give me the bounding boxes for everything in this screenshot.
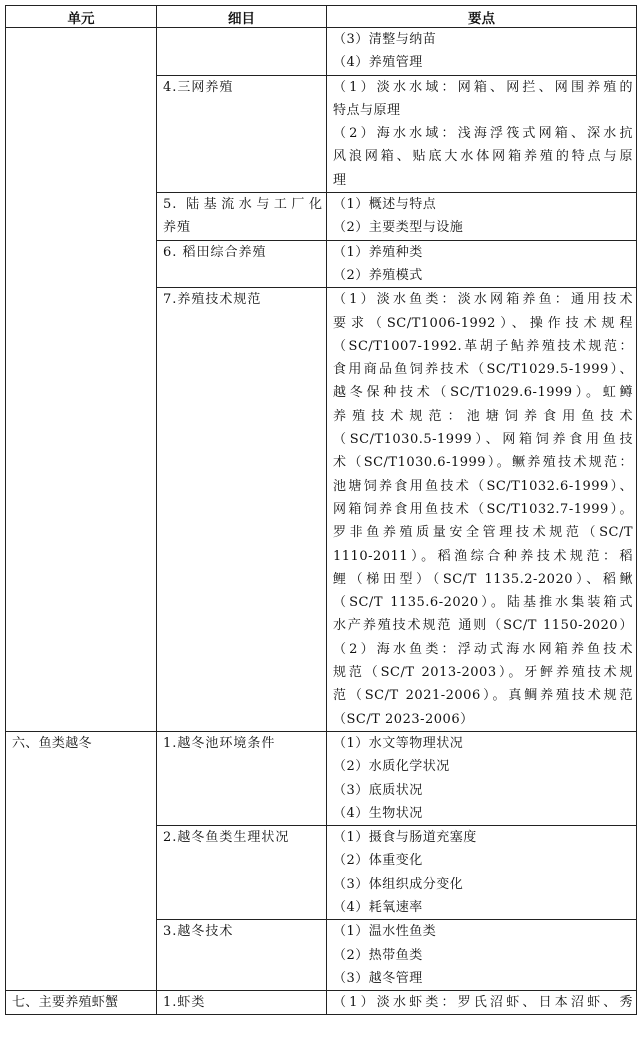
detail-line: 1.越冬池环境条件 [163,735,276,751]
point-line: 规范（SC/T 2013-2003）。牙鲆养殖技术规 [333,665,633,681]
point-line: （2）水质化学状况 [333,759,450,775]
detail-cell [157,288,327,732]
point-line: （SC/T1007-1992.革胡子鲇养殖技术规范： [333,338,633,354]
detail-cell [157,28,327,76]
point-line: （2）主要类型与设施 [333,220,464,236]
unit-label: 六、鱼类越冬 [12,735,92,751]
point-line: （1）淡水鱼类：淡水网箱养鱼：通用技术 [333,292,633,308]
detail-line: 1.虾类 [163,995,206,1011]
point-line: （2）热带鱼类 [333,947,423,963]
detail-cell [157,75,327,192]
points-cell [327,920,637,991]
point-line: 术（SC/T1030.6-1999）。鳜养殖技术规范： [333,455,633,471]
point-line: （SC/T 1135.6-2020）。陆基推水集装箱式 [333,595,633,611]
point-line: （1）概述与特点 [333,197,437,213]
point-line: （SC/T1030.5-1999）、网箱饲养食用鱼技 [333,432,633,448]
point-line: 鲤（梯田型）（SC/T 1135.2-2020）、稻鳅 [333,571,633,587]
point-line: （1）淡水虾类：罗氏沼虾、日本沼虾、秀 [333,995,633,1011]
detail-line: 2.越冬鱼类生理状况 [163,830,290,846]
point-line: （2）养殖模式 [333,267,423,283]
point-line: 风浪网箱、贴底大水体网箱养殖的特点与原 [333,149,633,165]
detail-cell [157,193,327,241]
detail-cell [157,920,327,991]
point-line: 要求（SC/T1006-1992）、操作技术规程 [333,315,633,331]
points-cell [327,193,637,241]
detail-line: 养殖 [163,220,192,236]
point-line: （1）淡水水域：网箱、网拦、网围养殖的 [333,79,633,95]
point-line: 越冬保种技术（SC/T1029.6-1999）。虹鳟 [333,385,633,401]
point-line: （2）海水水域：浅海浮筏式网箱、深水抗 [333,126,633,142]
point-line: （1）水文等物理状况 [333,735,464,751]
detail-line: 6. 稻田综合养殖 [163,244,267,260]
detail-cell [157,991,327,1015]
points-cell [327,240,637,288]
detail-line: 4.三网养殖 [163,79,234,95]
detail-cell [157,731,327,825]
unit-cell [6,28,157,732]
point-line: （1）摄食与肠道充塞度 [333,830,477,846]
unit-cell [6,991,157,1015]
point-line: 网箱饲养食用鱼技术（SC/T1032.7-1999）。 [333,501,633,517]
point-line: 特点与原理 [333,102,401,118]
point-line: （3）清整与纳苗 [333,32,437,47]
header-detail: 细目 [157,6,327,28]
points-cell [327,75,637,192]
point-line: 理 [333,172,347,188]
point-line: 1110-2011）。稻渔综合种养技术规范：稻 [333,548,633,564]
point-line: 养殖技术规范：池塘饲养食用鱼技术 [333,408,633,424]
point-line: （3）体组织成分变化 [333,876,464,892]
point-line: （1）养殖种类 [333,244,423,260]
points-cell [327,731,637,825]
unit-cell [6,731,157,990]
point-line: （3）底质状况 [333,782,423,798]
point-line: 范（SC/T 2021-2006）。真鲷养殖技术规范 [333,688,633,704]
detail-line: 3.越冬技术 [163,924,234,940]
detail-line: 5. 陆基流水与工厂化 [163,197,323,213]
point-line: 食用商品鱼饲养技术（SC/T1029.5-1999）、 [333,362,633,378]
point-line: 池塘饲养食用鱼技术（SC/T1032.6-1999）、 [333,478,633,494]
table-row [6,991,637,1015]
detail-line: 7.养殖技术规范 [163,292,262,308]
points-cell [327,991,637,1015]
table-row [6,731,637,825]
point-line: （4）耗氧速率 [333,899,423,915]
points-cell [327,826,637,920]
point-line: （4）养殖管理 [333,55,423,71]
unit-label: 七、主要养殖虾蟹 [12,995,119,1011]
detail-cell [157,826,327,920]
header-points: 要点 [327,6,637,28]
point-line: （SC/T 2023-2006） [333,711,474,727]
points-cell [327,288,637,732]
point-line: （3）越冬管理 [333,970,423,986]
point-line: 罗非鱼养殖质量安全管理技术规范（SC/T [333,525,633,541]
points-cell [327,28,637,76]
point-line: （2）体重变化 [333,853,423,869]
header-row [6,6,637,28]
header-unit: 单元 [6,6,157,28]
detail-cell [157,240,327,288]
syllabus-table [5,5,637,1015]
table-row [6,28,637,76]
point-line: （4）生物状况 [333,805,423,821]
point-line: （2）海水鱼类：浮动式海水网箱养鱼技术 [333,641,633,657]
point-line: 水产养殖技术规范 通则（SC/T 1150-2020） [333,618,633,634]
point-line: （1）温水性鱼类 [333,924,437,940]
